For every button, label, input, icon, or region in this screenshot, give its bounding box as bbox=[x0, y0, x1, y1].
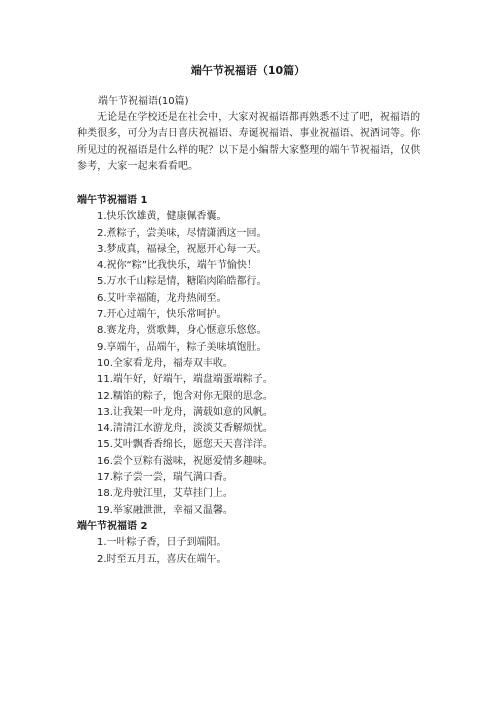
list-item: 19.举家融泄泄，幸福又温馨。 bbox=[97, 504, 233, 516]
list-item: 10.全家看龙舟，福寿双丰收。 bbox=[97, 357, 233, 369]
list-item: 3.梦成真，福禄全，祝愿开心每一天。 bbox=[97, 243, 267, 255]
list-item: 7.开心过端午，快乐常呵护。 bbox=[97, 309, 227, 321]
greeting-list bbox=[77, 209, 273, 519]
document-title: 端午节祝福语（10篇） bbox=[190, 64, 306, 77]
section-2 bbox=[77, 519, 227, 568]
list-item: 12.糯馅的粽子，饱含对你无限的思念。 bbox=[97, 390, 273, 402]
list-item: 8.赛龙舟，赏歌舞，身心惬意乐悠悠。 bbox=[97, 325, 267, 337]
list-item: 11.端午好，好端午，端盘端蛋端粽子。 bbox=[97, 374, 273, 386]
document-subtitle: 端午节祝福语(10篇) bbox=[98, 96, 189, 107]
list-item: 1.一叶粽子香，日子到端阳。 bbox=[97, 537, 227, 549]
list-item: 16.尝个豆粽有滋味，祝愿爱情多趣味。 bbox=[97, 455, 273, 467]
list-item: 14.清清江水游龙舟，淡淡艾香解烦忧。 bbox=[97, 423, 273, 435]
intro-paragraph: 无论是在学校还是在社会中，大家对祝福语都再熟悉不过了吧，祝福语的种类很多，可分为吉日喜庆祝福语、寿诞祝福语、事业祝福语、祝酒词等。你所见过的祝福语是什么样的呢？以下是小编帮大家整理的端午节祝福语，仅供参考，大家一起来看看吧。 bbox=[77, 112, 421, 173]
list-item: 9.享端午，品端午，粽子美味填饱肚。 bbox=[97, 341, 267, 353]
list-item: 2.时至五月五，喜庆在端午。 bbox=[97, 553, 227, 565]
list-item: 17.粽子尝一尝，瑞气满口香。 bbox=[97, 472, 233, 484]
greeting-list bbox=[77, 535, 227, 568]
list-item: 5.万水千山粽是情，糖陷肉陷皓都行。 bbox=[97, 276, 267, 288]
list-item: 6.艾叶幸福随，龙舟热闹至。 bbox=[97, 292, 227, 304]
section-heading: 端午节祝福语 1 bbox=[77, 195, 148, 206]
list-item: 18.龙舟驶江里，艾草挂门上。 bbox=[97, 488, 233, 500]
section-1 bbox=[77, 193, 273, 519]
list-item: 13.让我架一叶龙舟，满载如意的风帆。 bbox=[97, 406, 273, 418]
list-item: 1.快乐饮雄黄，健康佩香囊。 bbox=[97, 211, 227, 223]
list-item: 4.祝你“粽”比我快乐，端午节愉快！ bbox=[97, 260, 257, 272]
list-item: 15.艾叶飘香香绵长，愿您天天喜洋洋。 bbox=[97, 439, 273, 451]
section-heading: 端午节祝福语 2 bbox=[77, 521, 148, 532]
list-item: 2.煮粽子，尝美味，尽情潇洒这一回。 bbox=[97, 227, 267, 239]
